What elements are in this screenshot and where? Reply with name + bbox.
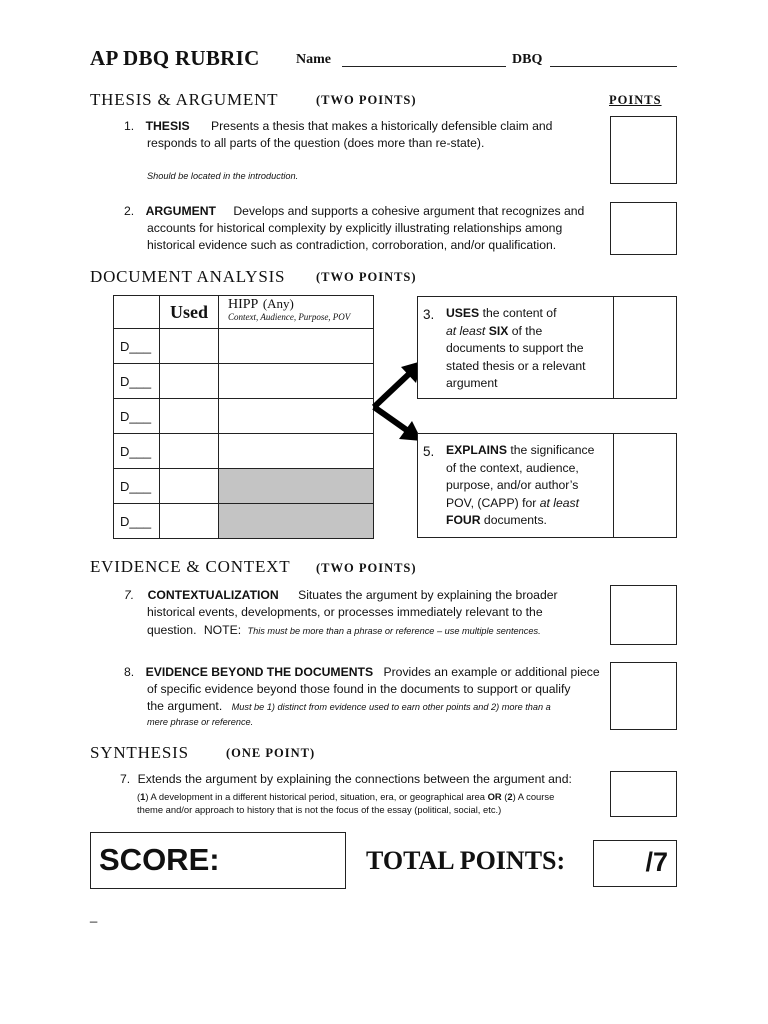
text-line: (	[504, 791, 508, 802]
table-row	[114, 329, 374, 364]
uses-label: USES	[446, 306, 480, 320]
hipp-cell[interactable]	[219, 364, 374, 399]
item-number: 5.	[423, 444, 435, 459]
argument-points-box[interactable]	[610, 202, 677, 255]
hipp-cell[interactable]	[219, 399, 374, 434]
document-label: D___	[114, 329, 160, 364]
text-line: purpose, and/or author’s	[446, 478, 579, 492]
table-row	[114, 364, 374, 399]
item-number: 1.	[124, 119, 135, 133]
item-label: CONTEXTUALIZATION	[147, 588, 279, 602]
table-corner-cell	[114, 296, 160, 329]
total-points-box[interactable]	[593, 840, 677, 887]
score-box[interactable]	[90, 832, 346, 889]
hipp-cell[interactable]	[219, 329, 374, 364]
text-line: documents.	[483, 513, 547, 527]
item-note: mere phrase or reference.	[147, 717, 254, 727]
or-label: OR	[487, 791, 502, 802]
used-cell[interactable]	[160, 329, 219, 364]
text-emphasis: at least	[539, 495, 579, 510]
used-cell[interactable]	[160, 399, 219, 434]
item-text: Extends the argument by explaining the connections between the argument and:	[137, 772, 572, 786]
hipp-cell-shaded	[219, 504, 374, 539]
item-text-line: responds to all parts of the question (does more than re-state).	[147, 136, 485, 150]
thesis-heading: THESIS & ARGUMENT	[90, 90, 279, 109]
evidence-points: (TWO POINTS)	[316, 561, 417, 575]
text-line: ) A development in a different historical period, situation, era, or geographical area	[145, 791, 485, 802]
item-number: 7.	[120, 772, 131, 786]
document-label: D___	[114, 399, 160, 434]
item-text-line: accounts for historical complexity by explicitly illustrating relationships among	[147, 221, 563, 235]
item-number: 2.	[124, 204, 135, 218]
hipp-any-label: (Any)	[262, 296, 294, 311]
item-note: Should be located in the introduction.	[147, 171, 299, 181]
name-label: Name	[296, 52, 331, 67]
uses-text	[446, 305, 611, 393]
document-label: D___	[114, 434, 160, 469]
uses-points-cell[interactable]	[614, 297, 676, 398]
synthesis-points-box[interactable]	[610, 771, 677, 817]
contextualization-item	[124, 587, 558, 605]
item-label: EVIDENCE BEYOND THE DOCUMENTS	[145, 665, 374, 679]
item-text-line: of specific evidence beyond those found in the documents to support or qualify	[147, 682, 571, 696]
synthesis-item	[120, 771, 572, 789]
total-points-label: TOTAL POINTS:	[366, 846, 566, 875]
hipp-cell-shaded	[219, 469, 374, 504]
argument-item	[124, 203, 584, 221]
document-label: D___	[114, 364, 160, 399]
text-line: question.	[147, 623, 197, 637]
table-row	[114, 469, 374, 504]
item-label: THESIS	[145, 119, 190, 133]
evidence-beyond-points-box[interactable]	[610, 662, 677, 730]
item-note: Must be 1) distinct from evidence used to earn other points and 2) more than a	[231, 702, 551, 712]
note-label: NOTE:	[203, 623, 242, 637]
thesis-item	[124, 118, 552, 136]
points-column-header: POINTS	[609, 93, 662, 107]
text-line: ) A course	[512, 791, 555, 802]
document-table	[113, 295, 374, 539]
uses-documents-box	[417, 296, 677, 399]
item-text: Provides an example or additional piece	[383, 665, 600, 679]
table-row	[114, 504, 374, 539]
thesis-points-box[interactable]	[610, 116, 677, 184]
text-line: theme and/or approach to history that is not the focus of the essay (political, social, etc.)	[137, 804, 502, 815]
evidence-beyond-item	[124, 664, 600, 682]
explains-documents-box	[417, 433, 677, 538]
used-cell[interactable]	[160, 504, 219, 539]
item-text: Develops and supports a cohesive argument that recognizes and	[233, 204, 585, 218]
synthesis-heading: SYNTHESIS	[90, 743, 189, 762]
name-field[interactable]	[342, 52, 506, 67]
dbq-label: DBQ	[512, 52, 543, 67]
table-row	[114, 399, 374, 434]
text-line: stated thesis or a relevant	[446, 358, 586, 373]
text-line: of the	[511, 323, 543, 338]
explains-label: EXPLAINS	[446, 443, 507, 457]
document-label: D___	[114, 504, 160, 539]
total-points-value: /7	[645, 847, 668, 877]
item-label: ARGUMENT	[145, 204, 216, 218]
hipp-header	[219, 296, 374, 329]
hipp-cell[interactable]	[219, 434, 374, 469]
item-text-line	[147, 622, 541, 641]
evidence-heading: EVIDENCE & CONTEXT	[90, 557, 291, 576]
item-number: 7.	[124, 588, 135, 602]
text-bold: FOUR	[446, 513, 481, 527]
item-number: 8.	[124, 665, 135, 679]
explains-points-cell[interactable]	[614, 434, 676, 537]
used-header	[160, 296, 219, 329]
item-number: 3.	[423, 307, 435, 322]
text-line: documents to support the	[446, 341, 584, 355]
synthesis-options	[137, 790, 554, 816]
item-note: This must be more than a phrase or reference – use multiple sentences.	[247, 626, 541, 636]
option-number: 1	[140, 791, 146, 802]
footer-mark: _	[90, 908, 98, 923]
text-emphasis: at least	[446, 323, 486, 338]
text-line: POV, (CAPP) for	[446, 495, 537, 510]
item-text-line	[147, 698, 551, 717]
hipp-subtitle: Context, Audience, Purpose, POV	[228, 312, 351, 322]
document-analysis-heading: DOCUMENT ANALYSIS	[90, 267, 286, 286]
used-cell[interactable]	[160, 469, 219, 504]
synthesis-points: (ONE POINT)	[226, 746, 316, 760]
text-line: the content of	[482, 306, 557, 320]
table-row	[114, 434, 374, 469]
item-text: Presents a thesis that makes a historically defensible claim and	[210, 119, 553, 133]
used-cell[interactable]	[160, 434, 219, 469]
option-number: 2	[507, 791, 513, 802]
thesis-points: (TWO POINTS)	[316, 93, 417, 107]
document-label: D___	[114, 469, 160, 504]
text-line: argument	[446, 376, 498, 390]
dbq-field[interactable]	[550, 52, 677, 67]
item-text: Situates the argument by explaining the broader	[298, 588, 558, 602]
item-text-line: historical events, developments, or processes immediately relevant to the	[147, 605, 543, 619]
used-header-label: Used	[169, 301, 208, 322]
text-line: the argument.	[147, 699, 223, 713]
score-label: SCORE:	[99, 842, 220, 877]
contextualization-points-box[interactable]	[610, 585, 677, 645]
item-text-line: historical evidence such as contradiction, corroboration, and/or qualification.	[147, 238, 557, 252]
hipp-label: HIPP	[228, 297, 259, 312]
document-analysis-points: (TWO POINTS)	[316, 270, 417, 284]
text-line: of the context, audience,	[446, 460, 579, 475]
used-cell[interactable]	[160, 364, 219, 399]
rubric-title: AP DBQ RUBRIC	[90, 46, 260, 70]
explains-text	[446, 442, 611, 530]
text-line: (	[137, 791, 141, 802]
text-line: the significance	[510, 443, 595, 457]
text-bold: SIX	[488, 323, 509, 338]
